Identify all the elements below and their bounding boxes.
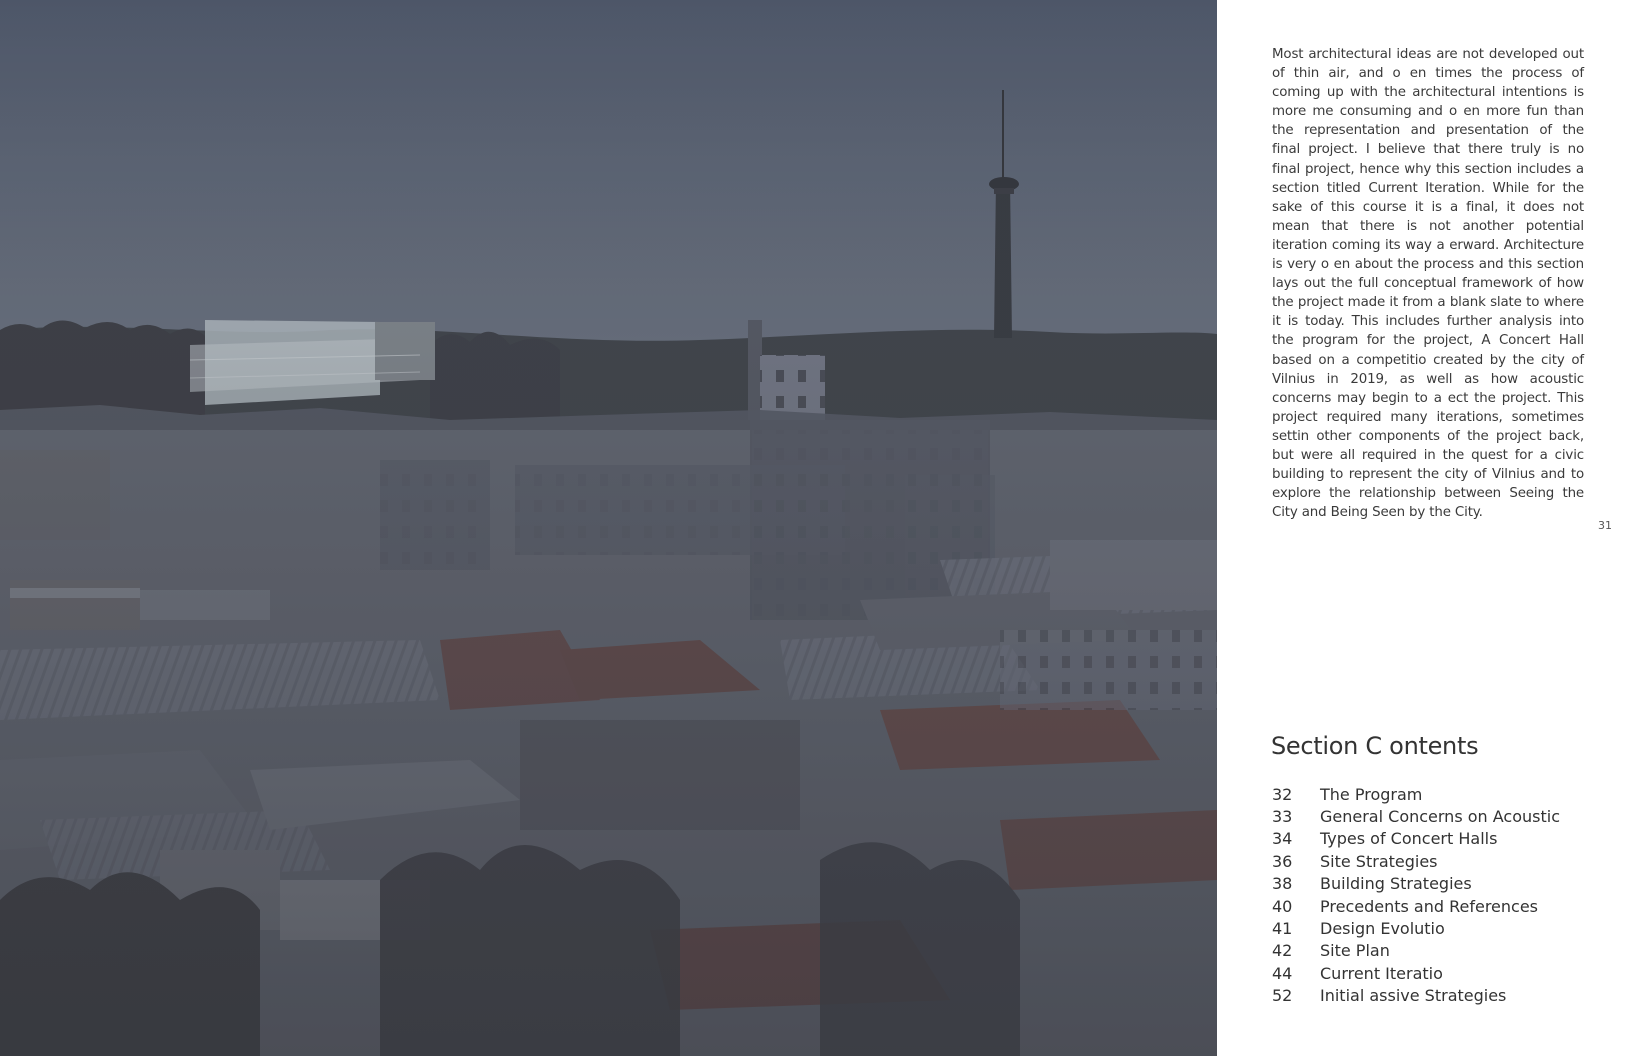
contents-page-number: 40 bbox=[1272, 896, 1293, 916]
contents-title: Site Strategies bbox=[1320, 851, 1438, 871]
contents-page-number: 42 bbox=[1272, 941, 1293, 961]
section-contents-heading: Section C ontents bbox=[1271, 732, 1479, 760]
contents-title: Precedents and References bbox=[1320, 896, 1539, 916]
contents-page-number: 41 bbox=[1272, 919, 1293, 939]
contents-title: Initial assive Strategies bbox=[1320, 986, 1507, 1006]
contents-item bbox=[1272, 873, 1612, 895]
contents-item bbox=[1272, 805, 1612, 827]
contents-item bbox=[1272, 962, 1612, 984]
contents-title: Types of Concert Halls bbox=[1320, 829, 1498, 849]
contents-page-number: 36 bbox=[1272, 851, 1293, 871]
contents-list bbox=[1272, 783, 1612, 1007]
contents-item bbox=[1272, 940, 1612, 962]
contents-item bbox=[1272, 985, 1612, 1007]
contents-page-number: 33 bbox=[1272, 807, 1293, 827]
contents-item bbox=[1272, 895, 1612, 917]
contents-page-number: 38 bbox=[1272, 874, 1293, 894]
contents-item bbox=[1272, 917, 1612, 939]
contents-item bbox=[1272, 783, 1612, 805]
contents-page-number: 32 bbox=[1272, 784, 1293, 804]
contents-item bbox=[1272, 850, 1612, 872]
contents-page-number: 34 bbox=[1272, 829, 1293, 849]
contents-title: The Program bbox=[1320, 784, 1423, 804]
contents-title: Site Plan bbox=[1320, 941, 1390, 961]
contents-title: Current Iteratio bbox=[1320, 963, 1443, 983]
contents-page-number: 44 bbox=[1272, 963, 1293, 983]
contents-title: Design Evolutio bbox=[1320, 919, 1445, 939]
contents-item bbox=[1272, 828, 1612, 850]
contents-page-number: 52 bbox=[1272, 986, 1293, 1006]
page-number: 31 bbox=[1598, 519, 1612, 532]
intro-paragraph: Most architectural ideas are not developed out of thin air, and o en times the process of coming up with the architectural intentions is more me consuming and o en more fun than the representation and presentation of the final project. I believe that there truly is no final project, hence why this section includes a section titled Current Iteration. While for the sake of this course it is a final, it does not mean that there is not another potential iteration coming its way a erward. Architecture is very o en about the process and this section lays out the full conceptual framework of how the project made it from a blank slate to where it is today. This includes further analysis into the program for the project, A Concert Hall based on a competitio created by the city of Vilnius in 2019, as well as how acoustic concerns may begin to a ect the project. This project required many iterations, sometimes settin other components of the project back, but were all required in the quest for a civic building to represent the city of Vilnius and to explore the relationship between Seeing the City and Being Seen by the City. bbox=[1272, 47, 1584, 521]
contents-title: Building Strategies bbox=[1320, 874, 1472, 894]
contents-title: General Concerns on Acoustic bbox=[1320, 807, 1560, 827]
